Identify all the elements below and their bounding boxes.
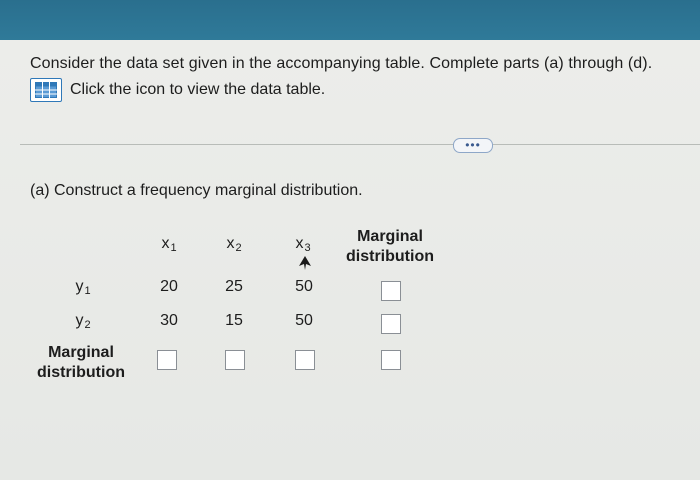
- header-bar: [0, 0, 700, 40]
- table-cell: 15: [225, 312, 243, 329]
- row-label-y2: $y_2$: [75, 312, 91, 331]
- marginal-input-y2[interactable]: [381, 314, 401, 334]
- cursor-icon: [299, 256, 311, 270]
- marginal-input-x3[interactable]: [295, 350, 315, 370]
- marginal-column-header: Marginal distribution: [346, 228, 434, 265]
- data-table-link-row: [30, 78, 325, 102]
- data-table-link-text: Click the icon to view the data table.: [70, 81, 326, 98]
- table-cell: 30: [160, 312, 178, 329]
- more-options-button[interactable]: •••: [453, 138, 493, 153]
- marginal-input-x1[interactable]: [157, 350, 177, 370]
- col-header-x3: $x_3$: [295, 235, 311, 254]
- instructions-text: Consider the data set given in the accompanying table. Complete parts (a) through (d).: [30, 55, 653, 72]
- marginal-input-total[interactable]: [381, 350, 401, 370]
- part-a-prompt: (a) Construct a frequency marginal distribution.: [30, 182, 363, 199]
- table-cell: 50: [295, 312, 313, 329]
- table-cell: 50: [295, 278, 313, 295]
- section-divider: [20, 144, 700, 145]
- row-label-y1: $y_1$: [75, 278, 91, 297]
- table-cell: 25: [225, 278, 243, 295]
- col-header-x2: $x_2$: [226, 235, 242, 254]
- table-icon[interactable]: [30, 78, 62, 102]
- table-cell: 20: [160, 278, 178, 295]
- marginal-input-y1[interactable]: [381, 281, 401, 301]
- col-header-x1: $x_1$: [161, 235, 177, 254]
- marginal-input-x2[interactable]: [225, 350, 245, 370]
- marginal-row-label: Marginal distribution: [37, 344, 125, 381]
